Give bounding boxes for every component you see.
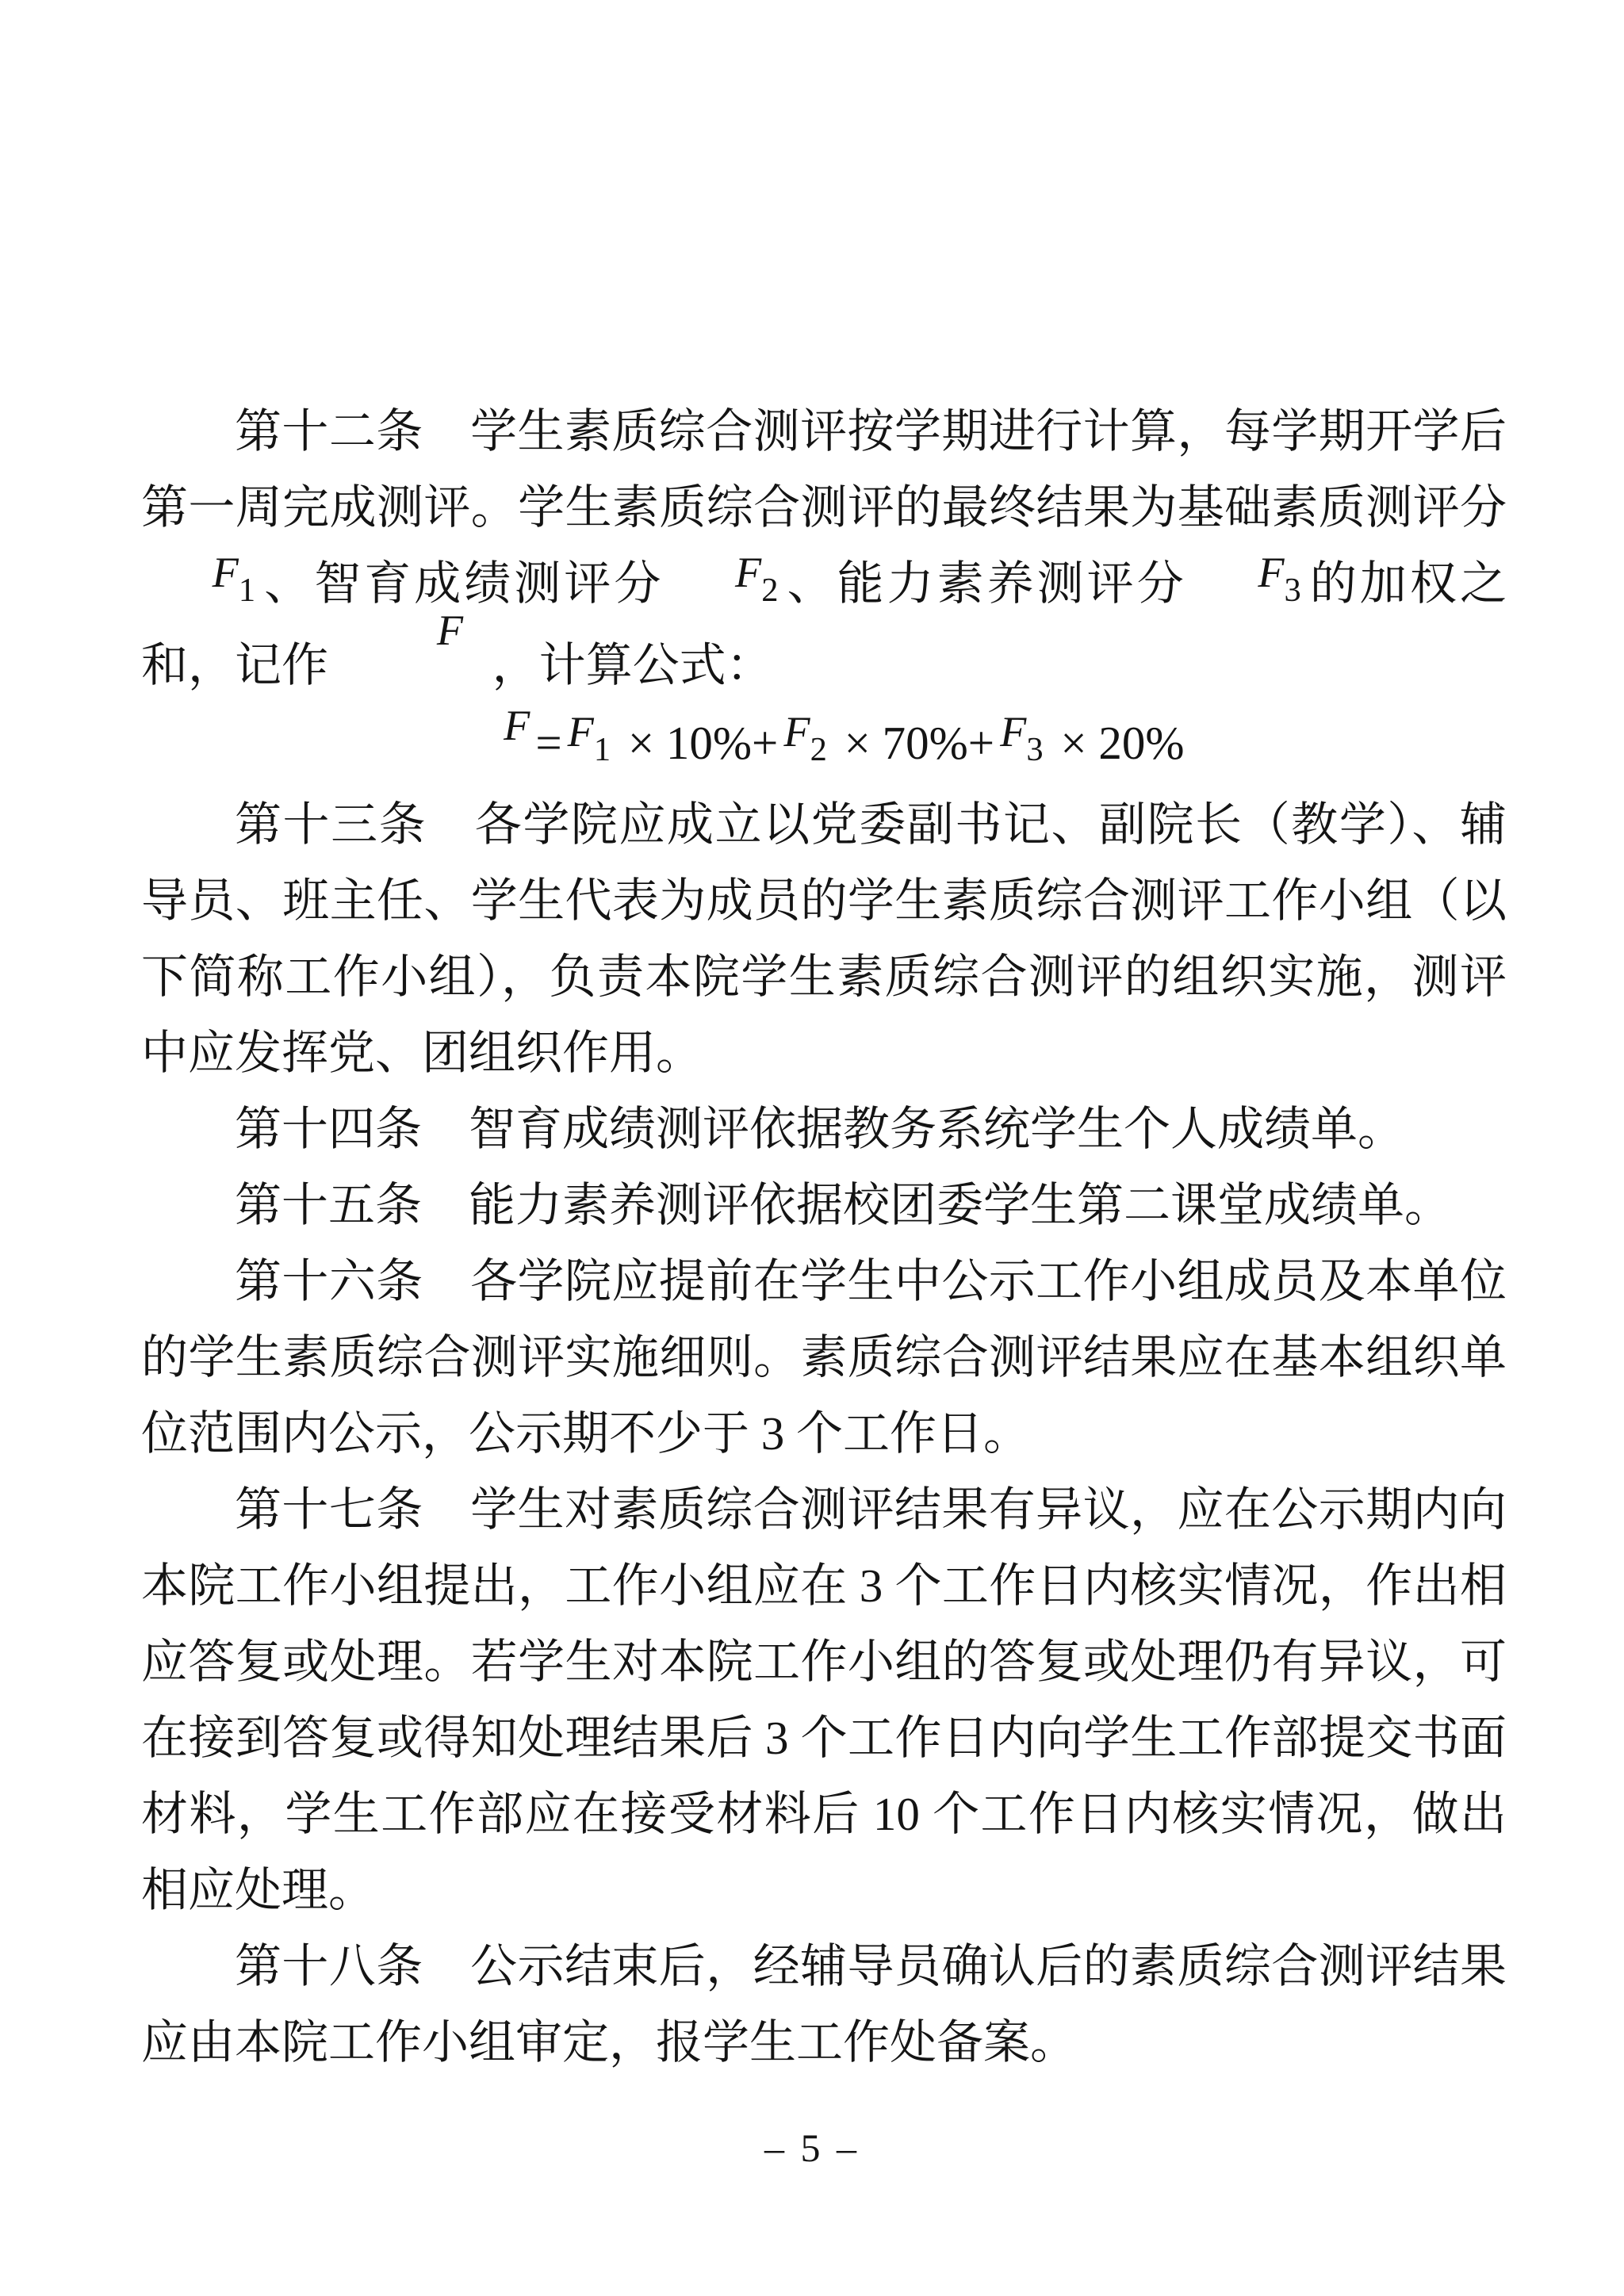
formula-operator: × 10%+ (616, 717, 779, 769)
formula-operator: = (535, 717, 562, 769)
formula-variable-subscript: 2 (810, 730, 827, 768)
formula-operator: × 70%+ (832, 717, 995, 769)
formula-variable-subscript: 3 (1284, 571, 1301, 609)
text-run: 第十四条 智育成绩测评依据教务系统学生个人成绩单。 (235, 1103, 1405, 1155)
text-run: 第十二条 学生素质综合测评按学期进行计算，每学期开学后第一周完成测评。学生素质综合测评的最终结果为基础素质测评分 (141, 405, 1507, 534)
formula-variable-base: F (212, 548, 239, 596)
formula-variable-base: F (504, 701, 530, 749)
page-footer (0, 2125, 1624, 2171)
paragraph-article-12-formula (498, 701, 1507, 786)
text-run: 、能力素养测评分 (783, 557, 1187, 610)
paragraph-article-14 (141, 1091, 1507, 1167)
text-run: 、智育成绩测评分 (261, 557, 665, 610)
formula-variable-F1 (212, 548, 256, 610)
formula-variable-subscript: 1 (593, 730, 611, 768)
formula-variable-subscript: 2 (761, 571, 779, 609)
text-run: 第十五条 能力素养测评依据校团委学生第二课堂成绩单。 (235, 1179, 1452, 1231)
formula-spacer (469, 680, 492, 681)
formula-variable-base: F (567, 707, 594, 756)
formula-variable-F2 (783, 707, 827, 769)
paragraph-article-18 (141, 1928, 1507, 2080)
paragraph-article-12 (141, 393, 1507, 705)
page-number: – 5 – (764, 2126, 860, 2170)
formula-variable-F3 (1258, 548, 1301, 610)
formula-operator: × 20% (1048, 717, 1185, 769)
formula-variable-F2 (735, 548, 779, 610)
formula-variable-F (504, 701, 530, 769)
formula-variable-base: F (436, 606, 464, 654)
text-run: 第十八条 公示结束后，经辅导员确认后的素质综合测评结果应由本院工作小组审定，报学生工作处备案。 (141, 1940, 1507, 2068)
text-run: ，计算公式： (492, 639, 773, 691)
paragraph-article-15 (141, 1167, 1507, 1243)
formula-variable-F3 (1000, 707, 1044, 769)
formula-variable-base: F (1000, 707, 1027, 756)
paragraph-article-17 (141, 1471, 1507, 1928)
formula-variable-base: F (735, 548, 762, 596)
paragraph-article-13 (141, 786, 1507, 1091)
text-run: 第十三条 各学院应成立以党委副书记、副院长（教学）、辅导员、班主任、学生代表为成员的学生素质综合测评工作小组（以下简称工作小组），负责本院学生素质综合测评的组织实施，测评中应发挥党、团组织作用。 (141, 798, 1507, 1079)
formula-variable-F (436, 606, 464, 691)
formula-variable-subscript: 1 (238, 571, 256, 609)
text-run: 的加权之和，记作 (141, 557, 1507, 691)
text-run: 第十七条 学生对素质综合测评结果有异议，应在公示期内向本院工作小组提出，工作小组应在 3 个工作日内核实情况，作出相应答复或处理。若学生对本院工作小组的答复或处理仍有异议，可在接到答复或得知处理结果后 3 个工作日内向学生工作部提交书面材料，学生工作部应在接受材料后 10 个工作日内核实情况，做出相应处理。 (141, 1483, 1507, 1916)
text-run: 第十六条 各学院应提前在学生中公示工作小组成员及本单位的学生素质综合测评实施细则。素质综合测评结果应在基本组织单位范围内公示，公示期不少于 3 个工作日。 (141, 1255, 1507, 1460)
formula-variable-base: F (1258, 548, 1285, 596)
document-body (141, 393, 1507, 2080)
paragraph-article-16 (141, 1243, 1507, 1471)
formula-variable-subscript: 3 (1026, 730, 1044, 768)
formula-variable-base: F (783, 707, 810, 756)
formula-variable-F1 (567, 707, 611, 769)
formula-spacer (328, 680, 431, 681)
